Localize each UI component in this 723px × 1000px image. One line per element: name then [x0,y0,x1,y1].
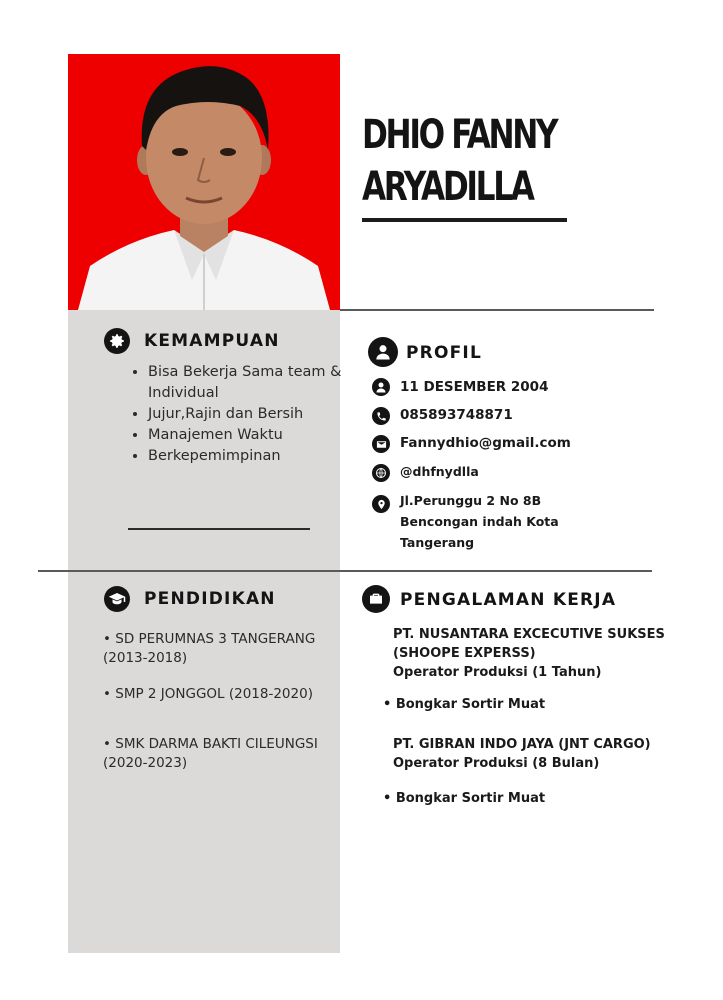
person-portrait-icon [68,54,340,310]
profile-title: PROFIL [406,343,482,363]
job-company: PT. NUSANTARA EXCECUTIVE SUKSES [393,627,665,642]
social-handle: @dhfnydlla [400,464,479,479]
list-item: • Berkepemimpinan [148,446,348,467]
phone-number: 085893748871 [400,407,513,423]
middle-divider [38,570,652,572]
address-line: Bencongan indah Kota [400,514,559,529]
list-item: • SD PERUMNAS 3 TANGERANG (2013-2018) [103,631,316,666]
address [400,490,559,553]
job-task: • Bongkar Sortir Muat [383,697,546,712]
skills-underline [128,528,310,530]
education-title: PENDIDIKAN [144,589,276,609]
list-item: • SMK DARMA BAKTI CILEUNGSI (2020-2023) [103,736,318,771]
person-icon [372,378,390,396]
email-icon [372,435,390,453]
name-line-1: DHIO FANNY [362,112,557,158]
list-item: • Manajemen Waktu [148,425,348,446]
experience-title: PENGALAMAN KERJA [400,590,617,610]
header-divider [340,309,654,311]
graduation-cap-icon [104,586,130,612]
skills-title: KEMAMPUAN [144,331,280,351]
birthdate: 11 DESEMBER 2004 [400,379,549,395]
list-item: • SMP 2 JONGGOL (2018-2020) [103,686,313,702]
job-role: Operator Produksi (8 Bulan) [393,756,600,771]
job-company: PT. GIBRAN INDO JAYA (JNT CARGO) [393,737,651,752]
list-item: • Bisa Bekerja Sama team & Individual [148,362,348,404]
gear-icon [104,328,130,354]
email-address: Fannydhio@gmail.com [400,435,571,451]
user-icon [368,337,398,367]
job-task: • Bongkar Sortir Muat [383,791,546,806]
skills-list [128,362,348,467]
globe-icon [372,464,390,482]
briefcase-icon [362,585,390,613]
location-pin-icon [372,495,390,513]
name-underline [362,218,567,222]
job-role: Operator Produksi (1 Tahun) [393,665,602,680]
job-company-line2: (SHOOPE EXPERSS) [393,646,536,661]
list-item: • Jujur,Rajin dan Bersih [148,404,348,425]
address-line: Jl.Perunggu 2 No 8B [400,493,542,508]
profile-photo [68,54,340,310]
address-line: Tangerang [400,535,475,550]
phone-icon [372,407,390,425]
name-line-2: ARYADILLA [362,164,533,210]
